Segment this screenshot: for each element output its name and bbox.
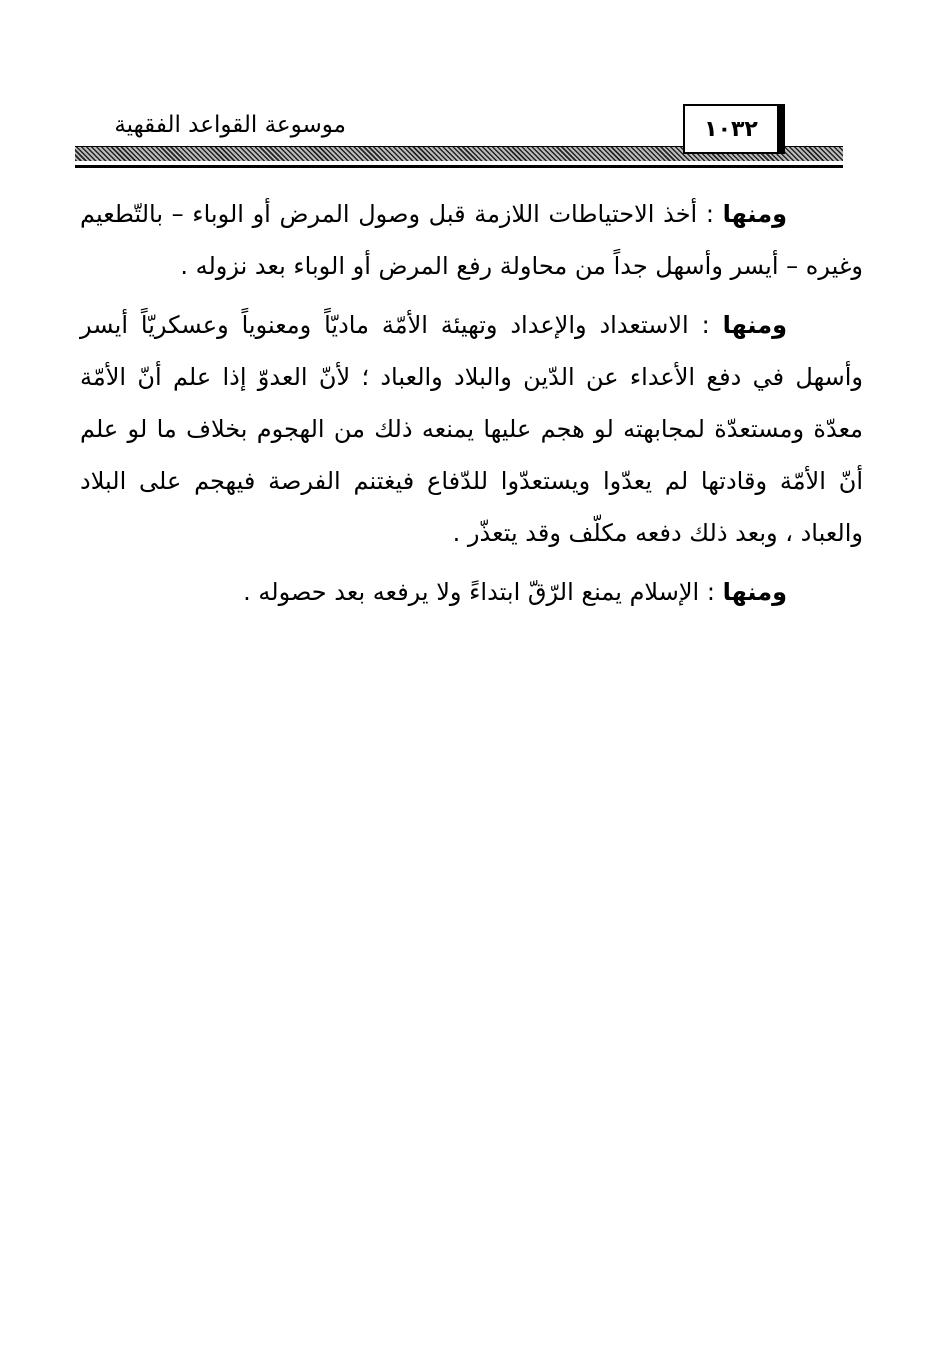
page-number-box [683,104,779,154]
paragraph-text: : أخذ الاحتياطات اللازمة قبل وصول المرض أو الوباء – بالتّطعيم وغيره – أيسر وأسهل جداً من محاولة رفع المرض أو الوباء بعد نزوله . [80,200,863,280]
paragraph-3 [80,566,863,618]
paragraph-lead-word: ومنها [722,578,787,606]
running-title: موسوعة القواعد الفقهية [114,112,346,138]
header-rule [75,165,843,168]
paragraph-lead-word: ومنها [722,311,787,339]
page-body [80,188,863,625]
paragraph-1 [80,188,863,292]
page-header [0,0,942,180]
paragraph-lead-word: ومنها [722,200,787,228]
paragraph-2 [80,299,863,559]
paragraph-text: : الاستعداد والإعداد وتهيئة الأمّة ماديّاً ومعنوياً وعسكريّاً أيسر وأسهل في دفع الأعداء عن الدّين والبلاد والعباد ؛ لأنّ العدوّ إذا علم أنّ الأمّة معدّة ومستعدّة لمجابهته لو هجم عليها يمنعه ذلك من الهجوم بخلاف ما لو علم أنّ الأمّة وقادتها لم يعدّوا ويستعدّوا للدّفاع فيغتنم الفرصة فيهجم على البلاد والعباد ، وبعد ذلك دفعه مكلّف وقد يتعذّر . [80,311,863,547]
paragraph-text: : الإسلام يمنع الرّقّ ابتداءً ولا يرفعه بعد حصوله . [243,578,723,606]
page-number: ١٠٣٢ [704,116,758,142]
